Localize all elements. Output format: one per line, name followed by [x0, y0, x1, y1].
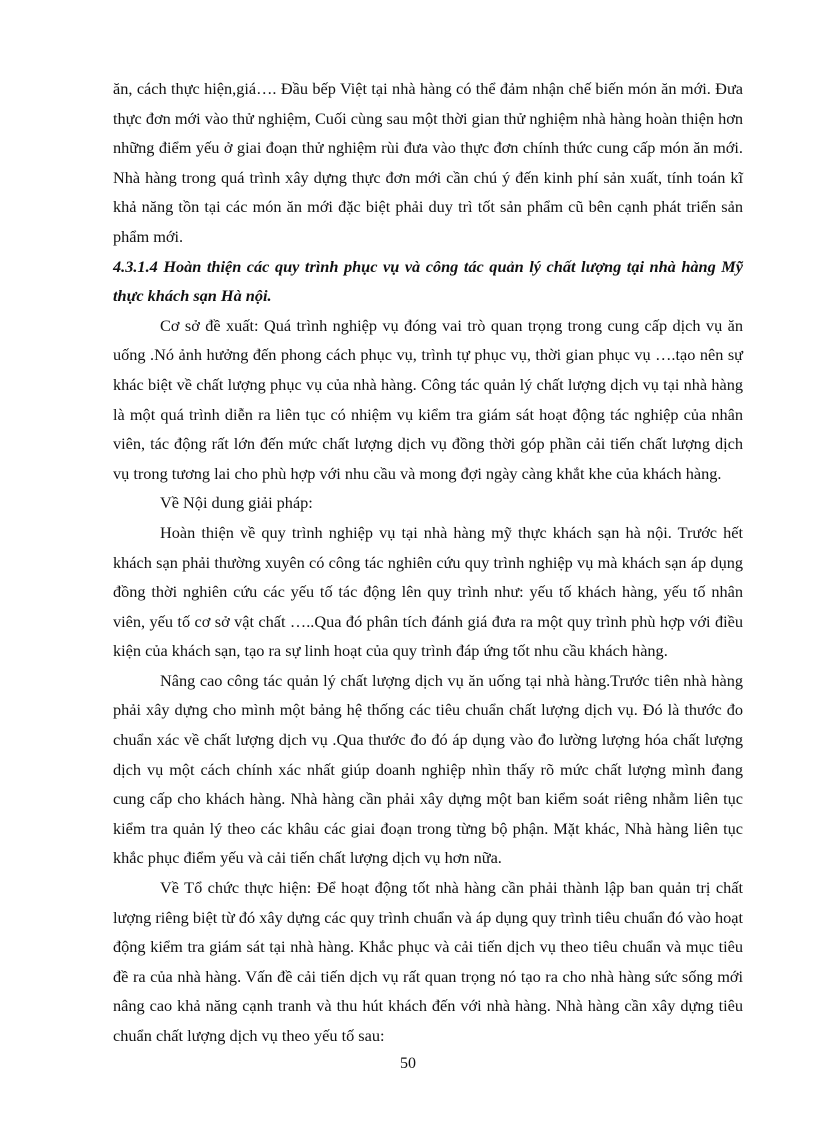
section-heading: 4.3.1.4 Hoàn thiện các quy trình phục vụ và công tác quản lý chất lượng tại nhà hàng Mỹ thực khách sạn Hà nội. — [113, 256, 743, 306]
paragraph-basis: Cơ sở đề xuất: Quá trình nghiệp vụ đóng vai trò quan trọng trong cung cấp dịch vụ ăn uống .Nó ảnh hưởng đến phong cách phục vụ, trình tự phục vụ, thời gian phục vụ ….tạo nên sự khác biệt về chất lượng phục vụ của nhà hàng. Công tác quản lý chất lượng dịch vụ tại nhà hàng là một quá trình diễn ra liên tục có nhiệm vụ kiểm tra giám sát hoạt động tác nghiệp của nhân viên, tác động rất lớn đến mức chất lượng dịch vụ đồng thời góp phần cải tiến chất lượng dịch vụ trong tương lai cho phù hợp với nhu cầu và mong đợi ngày càng khắt khe của khách hàng. — [113, 315, 743, 483]
paragraph-implementation: Về Tổ chức thực hiện: Để hoạt động tốt nhà hàng cần phải thành lập ban quản trị chất lượng riêng biệt từ đó xây dựng các quy trình chuẩn và áp dụng quy trình tiêu chuẩn đó vào hoạt động kiểm tra giám sát tại nhà hàng. Khắc phục và cải tiến dịch vụ theo tiêu chuẩn và mục tiêu đề ra của nhà hàng. Vấn đề cải tiến dịch vụ rất quan trọng nó tạo ra cho nhà hàng sức sống mới nâng cao khả năng cạnh tranh và thu hút khách đến với nhà hàng. Nhà hàng cần xây dựng tiêu chuẩn chất lượng dịch vụ theo yếu tố sau: — [113, 878, 743, 1045]
page-number: 50 — [400, 1055, 416, 1072]
paragraph-quality-management: Nâng cao công tác quản lý chất lượng dịch vụ ăn uống tại nhà hàng.Trước tiên nhà hàng phải xây dựng cho mình một bảng hệ thống các tiêu chuẩn chất lượng dịch vụ. Đó là thước đo chuẩn xác về chất lượng dịch vụ .Qua thước đo đó áp dụng vào đo lường lượng hóa chất lượng dịch vụ một cách chính xác nhất giúp doanh nghiệp nhìn thấy rõ mức chất lượng mình đang cung cấp cho khách hàng. Nhà hàng cần phải xây dựng một ban kiểm soát riêng nhằm liên tục kiểm tra quản lý theo các khâu các giai đoạn trong từng bộ phận. Mặt khác, Nhà hàng liên tục khắc phục điểm yếu và cải tiến chất lượng dịch vụ hơn nữa. — [113, 670, 743, 868]
paragraph-continuation: ăn, cách thực hiện,giá…. Đầu bếp Việt tại nhà hàng có thể đảm nhận chế biến món ăn mới. Đưa thực đơn mới vào thử nghiệm, Cuối cùng sau một thời gian thử nghiệm nhà hàng hoàn thiện hơn những điểm yếu ở giai đoạn thử nghiệm rùi đưa vào thực đơn chính thức cung cấp món ăn mới. Nhà hàng trong quá trình xây dựng thực đơn mới cần chú ý đến kinh phí sản xuất, tính toán kĩ khả năng tồn tại các món ăn mới đặc biệt phải duy trì tốt sản phẩm cũ bên cạnh phát triển sản phẩm mới. — [113, 79, 743, 246]
paragraph-solution-title: Về Nội dung giải pháp: — [160, 493, 313, 513]
document-body — [113, 74, 743, 1051]
paragraph-process-improvement: Hoàn thiện về quy trình nghiệp vụ tại nhà hàng mỹ thực khách sạn hà nội. Trước hết khách sạn phải thường xuyên có công tác nghiên cứu quy trình nghiệp vụ mà khách sạn áp dụng đồng thời nghiên cứu các yếu tố tác động lên quy trình như: yếu tố khách hàng, yếu tố nhân viên, yếu tố cơ sở vật chất …..Qua đó phân tích đánh giá đưa ra một quy trình phù hợp với điều kiện của khách sạn, tạo ra sự linh hoạt của quy trình đáp ứng tốt nhu cầu khách hàng. — [113, 522, 743, 661]
